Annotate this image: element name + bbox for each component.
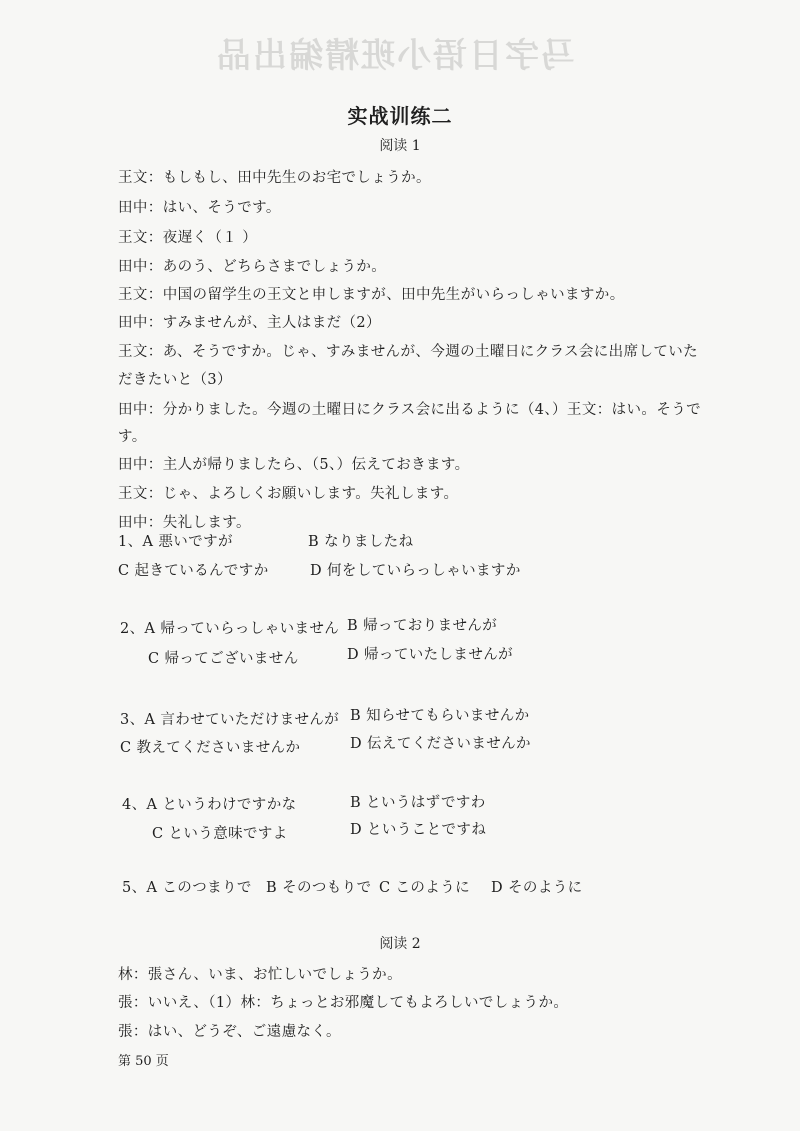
dialogue-line: 王文：夜遅く（１ ） <box>118 230 258 246</box>
option-5a: 5、A このつまりで <box>122 880 252 896</box>
dialogue-line: 田中：あのう、どちらさまでしょうか。 <box>118 259 387 275</box>
dialogue-line: 田中：はい、そうです。 <box>118 200 281 216</box>
option-3c: C 教えてくださいませんか <box>120 740 301 756</box>
option-2a: 2、A 帰っていらっしゃいません <box>120 621 340 637</box>
reading2-heading: 阅读 2 <box>379 936 421 952</box>
option-3b: B 知らせてもらいませんか <box>350 708 530 724</box>
option-5c: C このように <box>379 880 471 896</box>
option-3a: 3、A 言わせていただけませんが <box>120 712 340 728</box>
option-4d: D ということですね <box>350 822 487 838</box>
dialogue-line: す。 <box>118 429 147 445</box>
option-3d: D 伝えてくださいませんか <box>350 736 531 752</box>
reading1-heading: 阅读 1 <box>379 138 421 154</box>
dialogue-line: 王文：中国の留学生の王文と申しますが、田中先生がいらっしゃいますか。 <box>118 287 625 303</box>
option-5d: D そのように <box>491 880 583 896</box>
option-4a: 4、A というわけですかな <box>122 797 297 813</box>
option-1d: D 何をしていらっしゃいますか <box>310 563 521 579</box>
dialogue-line: 王文：じゃ、よろしくお願いします。失礼します。 <box>118 486 459 502</box>
option-2b: B 帰っておりませんが <box>347 618 498 634</box>
option-5b: B そのつもりで <box>266 880 372 896</box>
option-1a: 1、A 悪いですが <box>118 534 233 550</box>
dialogue-line: 田中：失礼します。 <box>118 515 251 531</box>
dialogue-line: 王文：あ、そうですか。じゃ、すみませんが、今週の土曜日にクラス会に出席していた <box>118 344 699 360</box>
option-2d: D 帰っていたしませんが <box>347 647 514 663</box>
dialogue-line: 林：張さん、いま、お忙しいでしょうか。 <box>118 967 402 983</box>
dialogue-line: 張：はい、どうぞ、ご遠慮なく。 <box>118 1024 341 1040</box>
page-title: 实战训练二 <box>347 104 453 128</box>
option-4b: B というはずですわ <box>350 795 486 811</box>
dialogue-line: だきたいと（3） <box>118 372 232 388</box>
option-1c: C 起きているんですか <box>118 563 269 579</box>
bleed-through-text: 马字日语小班精编出品 <box>215 36 575 76</box>
option-1b: B なりましたね <box>308 534 414 550</box>
option-2c: C 帰ってございません <box>148 651 299 667</box>
dialogue-line: 田中：主人が帰りましたら、（5、）伝えておきます。 <box>118 457 470 473</box>
page-number: 第 50 页 <box>118 1054 169 1069</box>
dialogue-line: 張：いいえ、（1）林：ちょっとお邪魔してもよろしいでしょうか。 <box>118 995 569 1011</box>
dialogue-line: 王文：もしもし、田中先生のお宅でしょうか。 <box>118 170 431 186</box>
option-4c: C という意味ですよ <box>152 826 288 842</box>
dialogue-line: 田中：すみませんが、主人はまだ（2） <box>118 315 381 331</box>
dialogue-line: 田中：分かりました。今週の土曜日にクラス会に出るように（4、）王文：はい。そうで <box>118 402 702 418</box>
